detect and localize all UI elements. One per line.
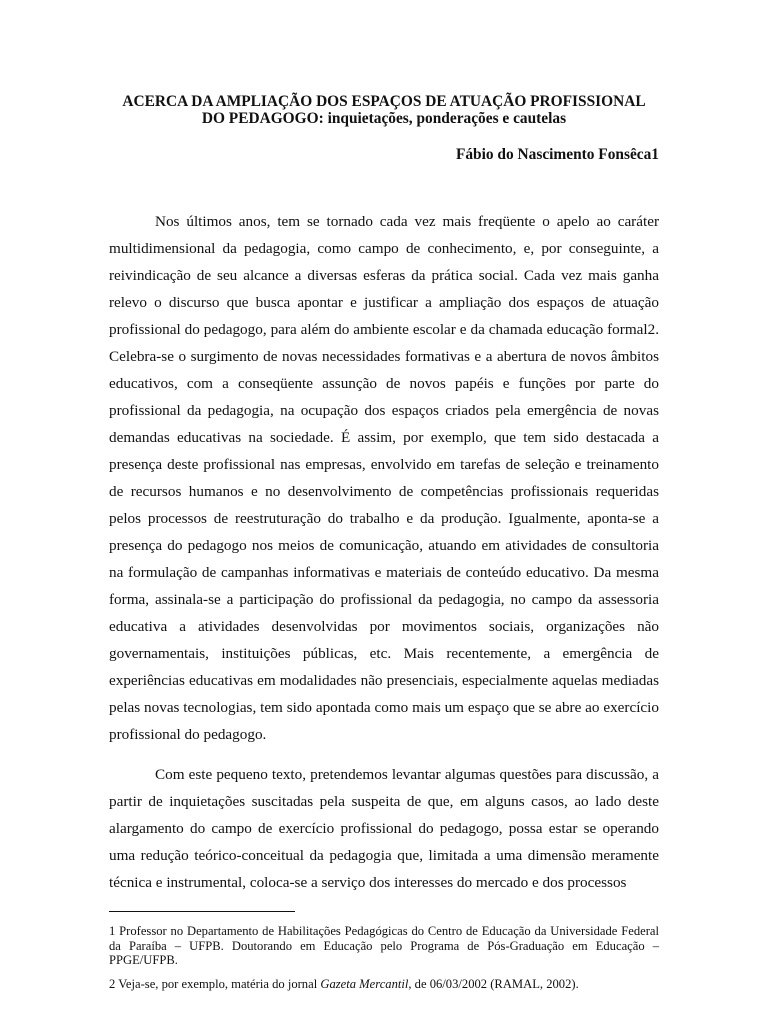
footnote-2-newspaper-title: Gazeta Mercantil, <box>320 976 412 991</box>
footnotes <box>109 924 659 991</box>
document-title-line-1: ACERCA DA AMPLIAÇÃO DOS ESPAÇOS DE ATUAÇÃO PROFISSIONAL <box>122 93 646 110</box>
footnote-1: 1 Professor no Departamento de Habilitações Pedagógicas do Centro de Educação da Universidade Federal da Paraíba – UFPB. Doutorando em Educação pelo Programa de Pós-Graduação em Educação – PPGE/UFPB. <box>109 924 659 968</box>
footnote-2-text-start: 2 Veja-se, por exemplo, matéria do jornal <box>109 976 321 991</box>
paragraph-2: Com este pequeno texto, pretendemos levantar algumas questões para discussão, a partir de inquietações suscitadas pela suspeita de que, em alguns casos, ao lado deste alargamento do campo de exercício profissional do pedagogo, possa estar se operando uma redução teórico-conceitual da pedagogia que, limitada a uma dimensão meramente técnica e instrumental, coloca-se a serviço dos interesses do mercado e dos processos <box>109 766 659 891</box>
author-name: Fábio do Nascimento Fonsêca1 <box>455 146 659 163</box>
footnote-2-text-end: de 06/03/2002 (RAMAL, 2002). <box>411 976 579 991</box>
paragraph-1: Nos últimos anos, tem se tornado cada vez mais freqüente o apelo ao caráter multidimensional da pedagogia, como campo de conhecimento, e, por conseguinte, a reivindicação de seu alcance a diversas esferas da prática social. Cada vez mais ganha relevo o discurso que busca apontar e justificar a ampliação dos espaços de atuação profissional do pedagogo, para além do ambiente escolar e da chamada educação formal2. Celebra-se o surgimento de novas necessidades formativas e a abertura de novos âmbitos educativos, com a conseqüente assunção de novos papéis e funções por parte do profissional da pedagogia, na ocupação dos espaços criados pela emergência de novas demandas educativas na sociedade. É assim, por exemplo, que tem sido destacada a presença deste profissional nas empresas, envolvido em tarefas de seleção e treinamento de recursos humanos e no desenvolvimento de competências profissionais requeridas pelos processos de reestruturação do trabalho e da produção. Igualmente, aponta-se a presença do pedagogo nos meios de comunicação, atuando em atividades de consultoria na formulação de campanhas informativas e materiais de conteúdo educativo. Da mesma forma, assinala-se a participação do profissional da pedagogia, no campo da assessoria educativa a atividades desenvolvidas por movimentos sociais, organizações não governamentais, instituições públicas, etc. Mais recentemente, a emergência de experiências educativas em modalidades não presenciais, especialmente aquelas mediadas pelas novas tecnologias, tem sido apontada como mais um espaço que se abre ao exercício profissional do pedagogo. <box>109 213 659 743</box>
footnote-2 <box>109 977 659 992</box>
body-text <box>109 208 659 896</box>
document-title-line-2: DO PEDAGOGO: inquietações, ponderações e cautelas <box>201 110 567 127</box>
footnote-separator <box>109 911 295 912</box>
